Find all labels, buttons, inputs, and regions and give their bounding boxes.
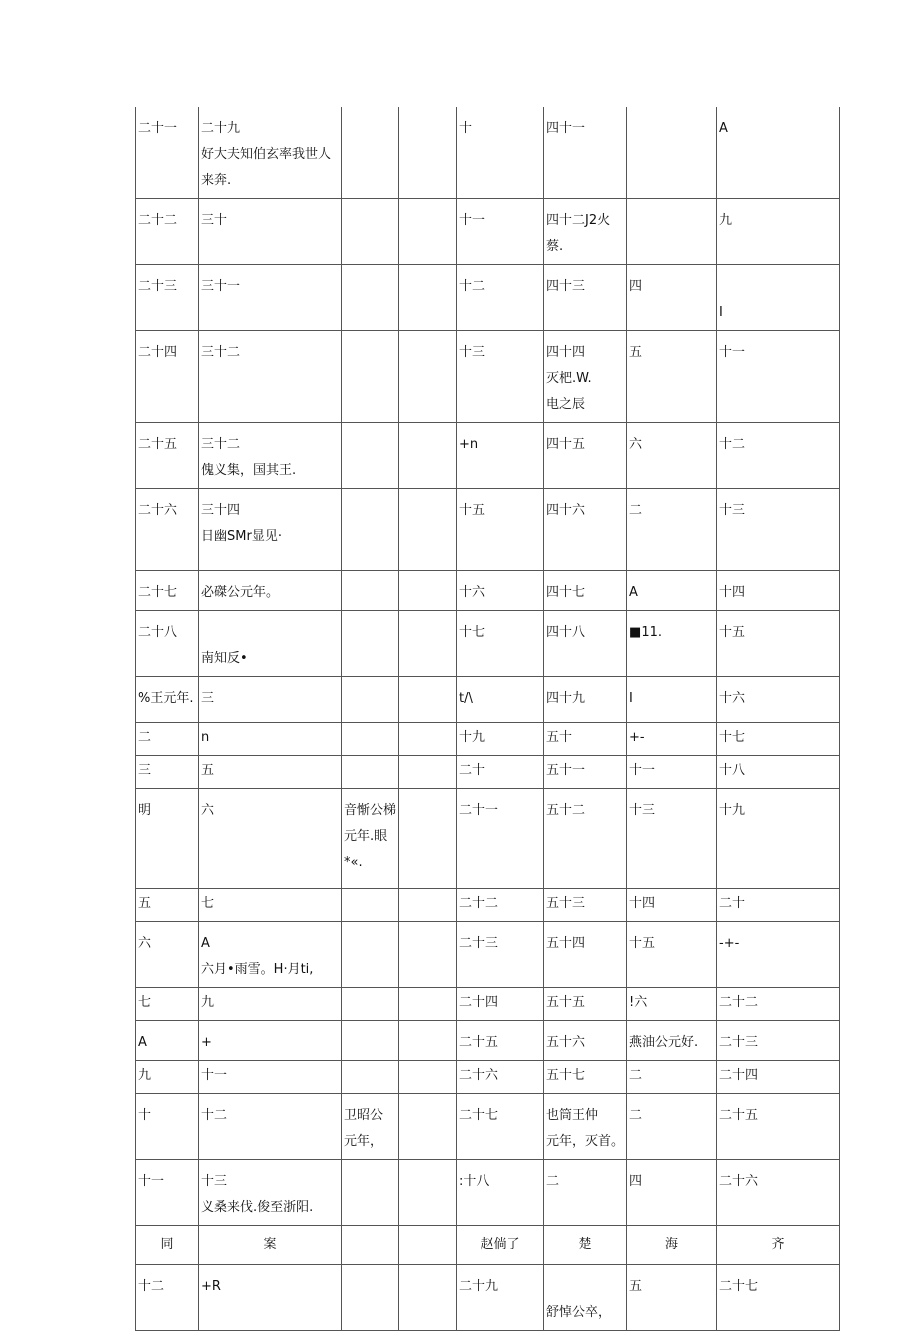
- table-cell: [342, 331, 399, 423]
- cell-line: 来奔.: [201, 173, 232, 188]
- table-cell: A: [717, 107, 840, 199]
- table-cell: 十四: [717, 571, 840, 611]
- table-row: [136, 423, 840, 489]
- table-row: [136, 1226, 840, 1265]
- table-cell: [399, 265, 457, 331]
- table-cell: 十二: [136, 1265, 199, 1331]
- cell-line: [201, 620, 339, 646]
- table-cell: 五十五: [544, 988, 627, 1021]
- table-cell: 四十七: [544, 571, 627, 611]
- table-cell: 二十六: [717, 1160, 840, 1226]
- table-cell: 九: [717, 199, 840, 265]
- table-cell: 九: [136, 1061, 199, 1094]
- table-cell: [399, 331, 457, 423]
- table-row: [136, 489, 840, 571]
- table-cell: 五十七: [544, 1061, 627, 1094]
- table-cell: [544, 1265, 627, 1331]
- table-cell: [399, 756, 457, 789]
- table-cell: [399, 423, 457, 489]
- cell-line: 南知反•: [201, 651, 248, 666]
- table-cell: [717, 265, 840, 331]
- table-cell: 十九: [457, 723, 544, 756]
- table-cell: -+-: [717, 922, 840, 988]
- table-cell: 二十二: [457, 889, 544, 922]
- cell-line: 元年，灭首。: [546, 1134, 625, 1149]
- table-cell: 十六: [717, 677, 840, 723]
- cell-line: *«.: [344, 855, 363, 870]
- table-cell: 楚: [544, 1226, 627, 1265]
- table-cell: 十七: [717, 723, 840, 756]
- table-row: [136, 107, 840, 199]
- table-cell: I: [627, 677, 717, 723]
- table-cell: 二十三: [457, 922, 544, 988]
- cell-line: 蔡.: [546, 239, 564, 254]
- table-cell: 三十: [199, 199, 342, 265]
- table-cell: [342, 677, 399, 723]
- table-cell: [342, 1061, 399, 1094]
- table-cell: [399, 1061, 457, 1094]
- table-cell: 十四: [627, 889, 717, 922]
- table-cell: :十八: [457, 1160, 544, 1226]
- table-cell: [399, 1094, 457, 1160]
- table-cell: 四十一: [544, 107, 627, 199]
- table-row: [136, 756, 840, 789]
- table-cell: t/\: [457, 677, 544, 723]
- table-cell: 十三: [717, 489, 840, 571]
- table-cell: 燕油公元好.: [627, 1021, 717, 1061]
- table-row: [136, 1061, 840, 1094]
- table-cell: n: [199, 723, 342, 756]
- table-cell: [399, 489, 457, 571]
- table-cell: +-: [627, 723, 717, 756]
- table-cell: [342, 889, 399, 922]
- table-cell: [342, 199, 399, 265]
- table-cell: [342, 489, 399, 571]
- table-row: [136, 677, 840, 723]
- table-cell: [342, 756, 399, 789]
- cell-line: 六月•雨雪。H·月ti,: [201, 962, 314, 977]
- table-row: [136, 723, 840, 756]
- table-cell: 十: [136, 1094, 199, 1160]
- table-cell: 二: [136, 723, 199, 756]
- table-cell: [199, 423, 342, 489]
- table-cell: [342, 571, 399, 611]
- table-cell: 五十三: [544, 889, 627, 922]
- table-cell: 二: [627, 489, 717, 571]
- table-cell: 四: [627, 265, 717, 331]
- table-cell: 必磔公元年。: [199, 571, 342, 611]
- table-cell: 赵倘了: [457, 1226, 544, 1265]
- table-cell: 明: [136, 789, 199, 889]
- cell-line: [546, 1274, 624, 1300]
- cell-line: 灭杷.W.: [546, 371, 592, 386]
- table-cell: 五: [199, 756, 342, 789]
- table-cell: 二十: [717, 889, 840, 922]
- table-cell: 二十二: [717, 988, 840, 1021]
- table-cell: 四: [627, 1160, 717, 1226]
- table-cell: 七: [199, 889, 342, 922]
- table-cell: [399, 889, 457, 922]
- table-cell: 十五: [627, 922, 717, 988]
- chronology-table: [135, 107, 840, 1331]
- table-cell: [199, 1160, 342, 1226]
- table-cell: [342, 107, 399, 199]
- table-row: [136, 922, 840, 988]
- table-cell: 五十四: [544, 922, 627, 988]
- table-cell: [342, 922, 399, 988]
- table-row: [136, 331, 840, 423]
- table-cell: [399, 571, 457, 611]
- table-cell: ■11.: [627, 611, 717, 677]
- cell-line: 舒悼公卒，: [546, 1305, 612, 1320]
- table-cell: [399, 723, 457, 756]
- cell-line: 三十四: [201, 503, 241, 518]
- table-cell: 三: [199, 677, 342, 723]
- table-cell: 同: [136, 1226, 199, 1265]
- table-cell: 十七: [457, 611, 544, 677]
- table-cell: 七: [136, 988, 199, 1021]
- table-cell: [342, 1265, 399, 1331]
- table-cell: [342, 789, 399, 889]
- table-row: [136, 889, 840, 922]
- table-cell: +R: [199, 1265, 342, 1331]
- table-cell: [199, 611, 342, 677]
- table-row: [136, 1265, 840, 1331]
- table-cell: [399, 1226, 457, 1265]
- table-cell: [342, 611, 399, 677]
- table-cell: [544, 331, 627, 423]
- table-cell: 二十四: [136, 331, 199, 423]
- cell-line: 日幽SMr显见·: [201, 529, 282, 544]
- table-cell: 海: [627, 1226, 717, 1265]
- table-cell: %王元年.: [136, 677, 199, 723]
- table-cell: [627, 107, 717, 199]
- table-cell: 十三: [627, 789, 717, 889]
- table-cell: 四十九: [544, 677, 627, 723]
- table-cell: 十: [457, 107, 544, 199]
- table-cell: 四十五: [544, 423, 627, 489]
- table-cell: 二: [627, 1061, 717, 1094]
- table-cell: 十一: [627, 756, 717, 789]
- cell-line: 也筒王仲: [546, 1108, 599, 1123]
- table-body: [136, 107, 840, 1331]
- table-cell: [399, 199, 457, 265]
- table-row: [136, 988, 840, 1021]
- table-row: [136, 1160, 840, 1226]
- cell-line: [719, 274, 837, 300]
- table-cell: [342, 1160, 399, 1226]
- table-cell: 六: [199, 789, 342, 889]
- table-cell: [342, 1021, 399, 1061]
- table-cell: 十五: [457, 489, 544, 571]
- cell-line: 四十四: [546, 345, 586, 360]
- table-cell: [399, 789, 457, 889]
- table-cell: [627, 199, 717, 265]
- cell-line: 音惭公梯: [344, 803, 397, 818]
- cell-line: A: [201, 936, 210, 951]
- table-cell: [399, 107, 457, 199]
- table-cell: 二十一: [457, 789, 544, 889]
- table-cell: 二十七: [457, 1094, 544, 1160]
- table-cell: 十二: [199, 1094, 342, 1160]
- table-row: [136, 789, 840, 889]
- table-cell: 案: [199, 1226, 342, 1265]
- table-cell: +n: [457, 423, 544, 489]
- table-cell: [399, 677, 457, 723]
- table-cell: 十二: [717, 423, 840, 489]
- table-cell: 五: [627, 1265, 717, 1331]
- table-cell: 二十九: [457, 1265, 544, 1331]
- table-cell: 二: [627, 1094, 717, 1160]
- table-cell: 三十一: [199, 265, 342, 331]
- cell-line: 义桑来伐.俊至浙阳.: [201, 1200, 314, 1215]
- table-row: [136, 611, 840, 677]
- table-row: [136, 571, 840, 611]
- table-cell: 二十二: [136, 199, 199, 265]
- table-cell: 五: [136, 889, 199, 922]
- cell-line: I: [719, 305, 723, 320]
- table-cell: 二十一: [136, 107, 199, 199]
- table-cell: [544, 1094, 627, 1160]
- cell-line: 好大夫知伯玄率我世人: [201, 147, 332, 162]
- table-cell: 五十六: [544, 1021, 627, 1061]
- table-cell: 五十: [544, 723, 627, 756]
- table-cell: 二十六: [136, 489, 199, 571]
- table-cell: !六: [627, 988, 717, 1021]
- cell-line: 元年.眼: [344, 829, 388, 844]
- table-cell: 十五: [717, 611, 840, 677]
- table-cell: 二: [544, 1160, 627, 1226]
- table-cell: 十二: [457, 265, 544, 331]
- table-row: [136, 265, 840, 331]
- table-cell: [399, 1021, 457, 1061]
- table-cell: 十一: [136, 1160, 199, 1226]
- cell-line: 卫昭公: [344, 1108, 384, 1123]
- table-cell: 二十五: [717, 1094, 840, 1160]
- table-cell: A: [136, 1021, 199, 1061]
- table-cell: 十三: [457, 331, 544, 423]
- table-cell: 十一: [457, 199, 544, 265]
- table-cell: [399, 922, 457, 988]
- table-row: [136, 1021, 840, 1061]
- table-cell: 四十六: [544, 489, 627, 571]
- table-cell: 二十四: [717, 1061, 840, 1094]
- table-cell: 二十七: [136, 571, 199, 611]
- table-cell: 二十四: [457, 988, 544, 1021]
- table-cell: [199, 489, 342, 571]
- table-cell: [342, 1094, 399, 1160]
- table-cell: [199, 107, 342, 199]
- table-cell: 四十三: [544, 265, 627, 331]
- cell-line: 傀义集，国其王.: [201, 463, 297, 478]
- table-cell: 三: [136, 756, 199, 789]
- cell-line: 电之辰: [546, 397, 586, 412]
- table-cell: [342, 988, 399, 1021]
- table-cell: 二十五: [136, 423, 199, 489]
- table-cell: 六: [136, 922, 199, 988]
- cell-line: 二十九: [201, 121, 241, 136]
- table-cell: A: [627, 571, 717, 611]
- table-cell: 二十七: [717, 1265, 840, 1331]
- table-cell: 二十六: [457, 1061, 544, 1094]
- table-cell: [544, 199, 627, 265]
- table-cell: 五: [627, 331, 717, 423]
- table-cell: [399, 611, 457, 677]
- table-row: [136, 1094, 840, 1160]
- table-cell: 五十二: [544, 789, 627, 889]
- table-cell: [342, 1226, 399, 1265]
- table-cell: 齐: [717, 1226, 840, 1265]
- table-row: [136, 199, 840, 265]
- table-cell: 十一: [717, 331, 840, 423]
- table-cell: 十八: [717, 756, 840, 789]
- table-cell: [399, 1265, 457, 1331]
- table-cell: 二十三: [717, 1021, 840, 1061]
- table-cell: [342, 265, 399, 331]
- cell-line: 十三: [201, 1174, 228, 1189]
- table-cell: 二十: [457, 756, 544, 789]
- table-cell: 二十五: [457, 1021, 544, 1061]
- table-cell: +: [199, 1021, 342, 1061]
- cell-line: 元年，: [344, 1134, 384, 1149]
- table-cell: 五十一: [544, 756, 627, 789]
- table-cell: 九: [199, 988, 342, 1021]
- table-cell: [399, 1160, 457, 1226]
- table-cell: 二十三: [136, 265, 199, 331]
- cell-line: 三十二: [201, 437, 241, 452]
- table-cell: 四十八: [544, 611, 627, 677]
- table-cell: [399, 988, 457, 1021]
- table-cell: 三十二: [199, 331, 342, 423]
- table-cell: 十六: [457, 571, 544, 611]
- table-cell: [199, 922, 342, 988]
- cell-line: 四十二J2火: [546, 213, 611, 228]
- table-cell: [342, 423, 399, 489]
- table-cell: [342, 723, 399, 756]
- table-cell: 十一: [199, 1061, 342, 1094]
- table-cell: 六: [627, 423, 717, 489]
- table-cell: 二十八: [136, 611, 199, 677]
- table-cell: 十九: [717, 789, 840, 889]
